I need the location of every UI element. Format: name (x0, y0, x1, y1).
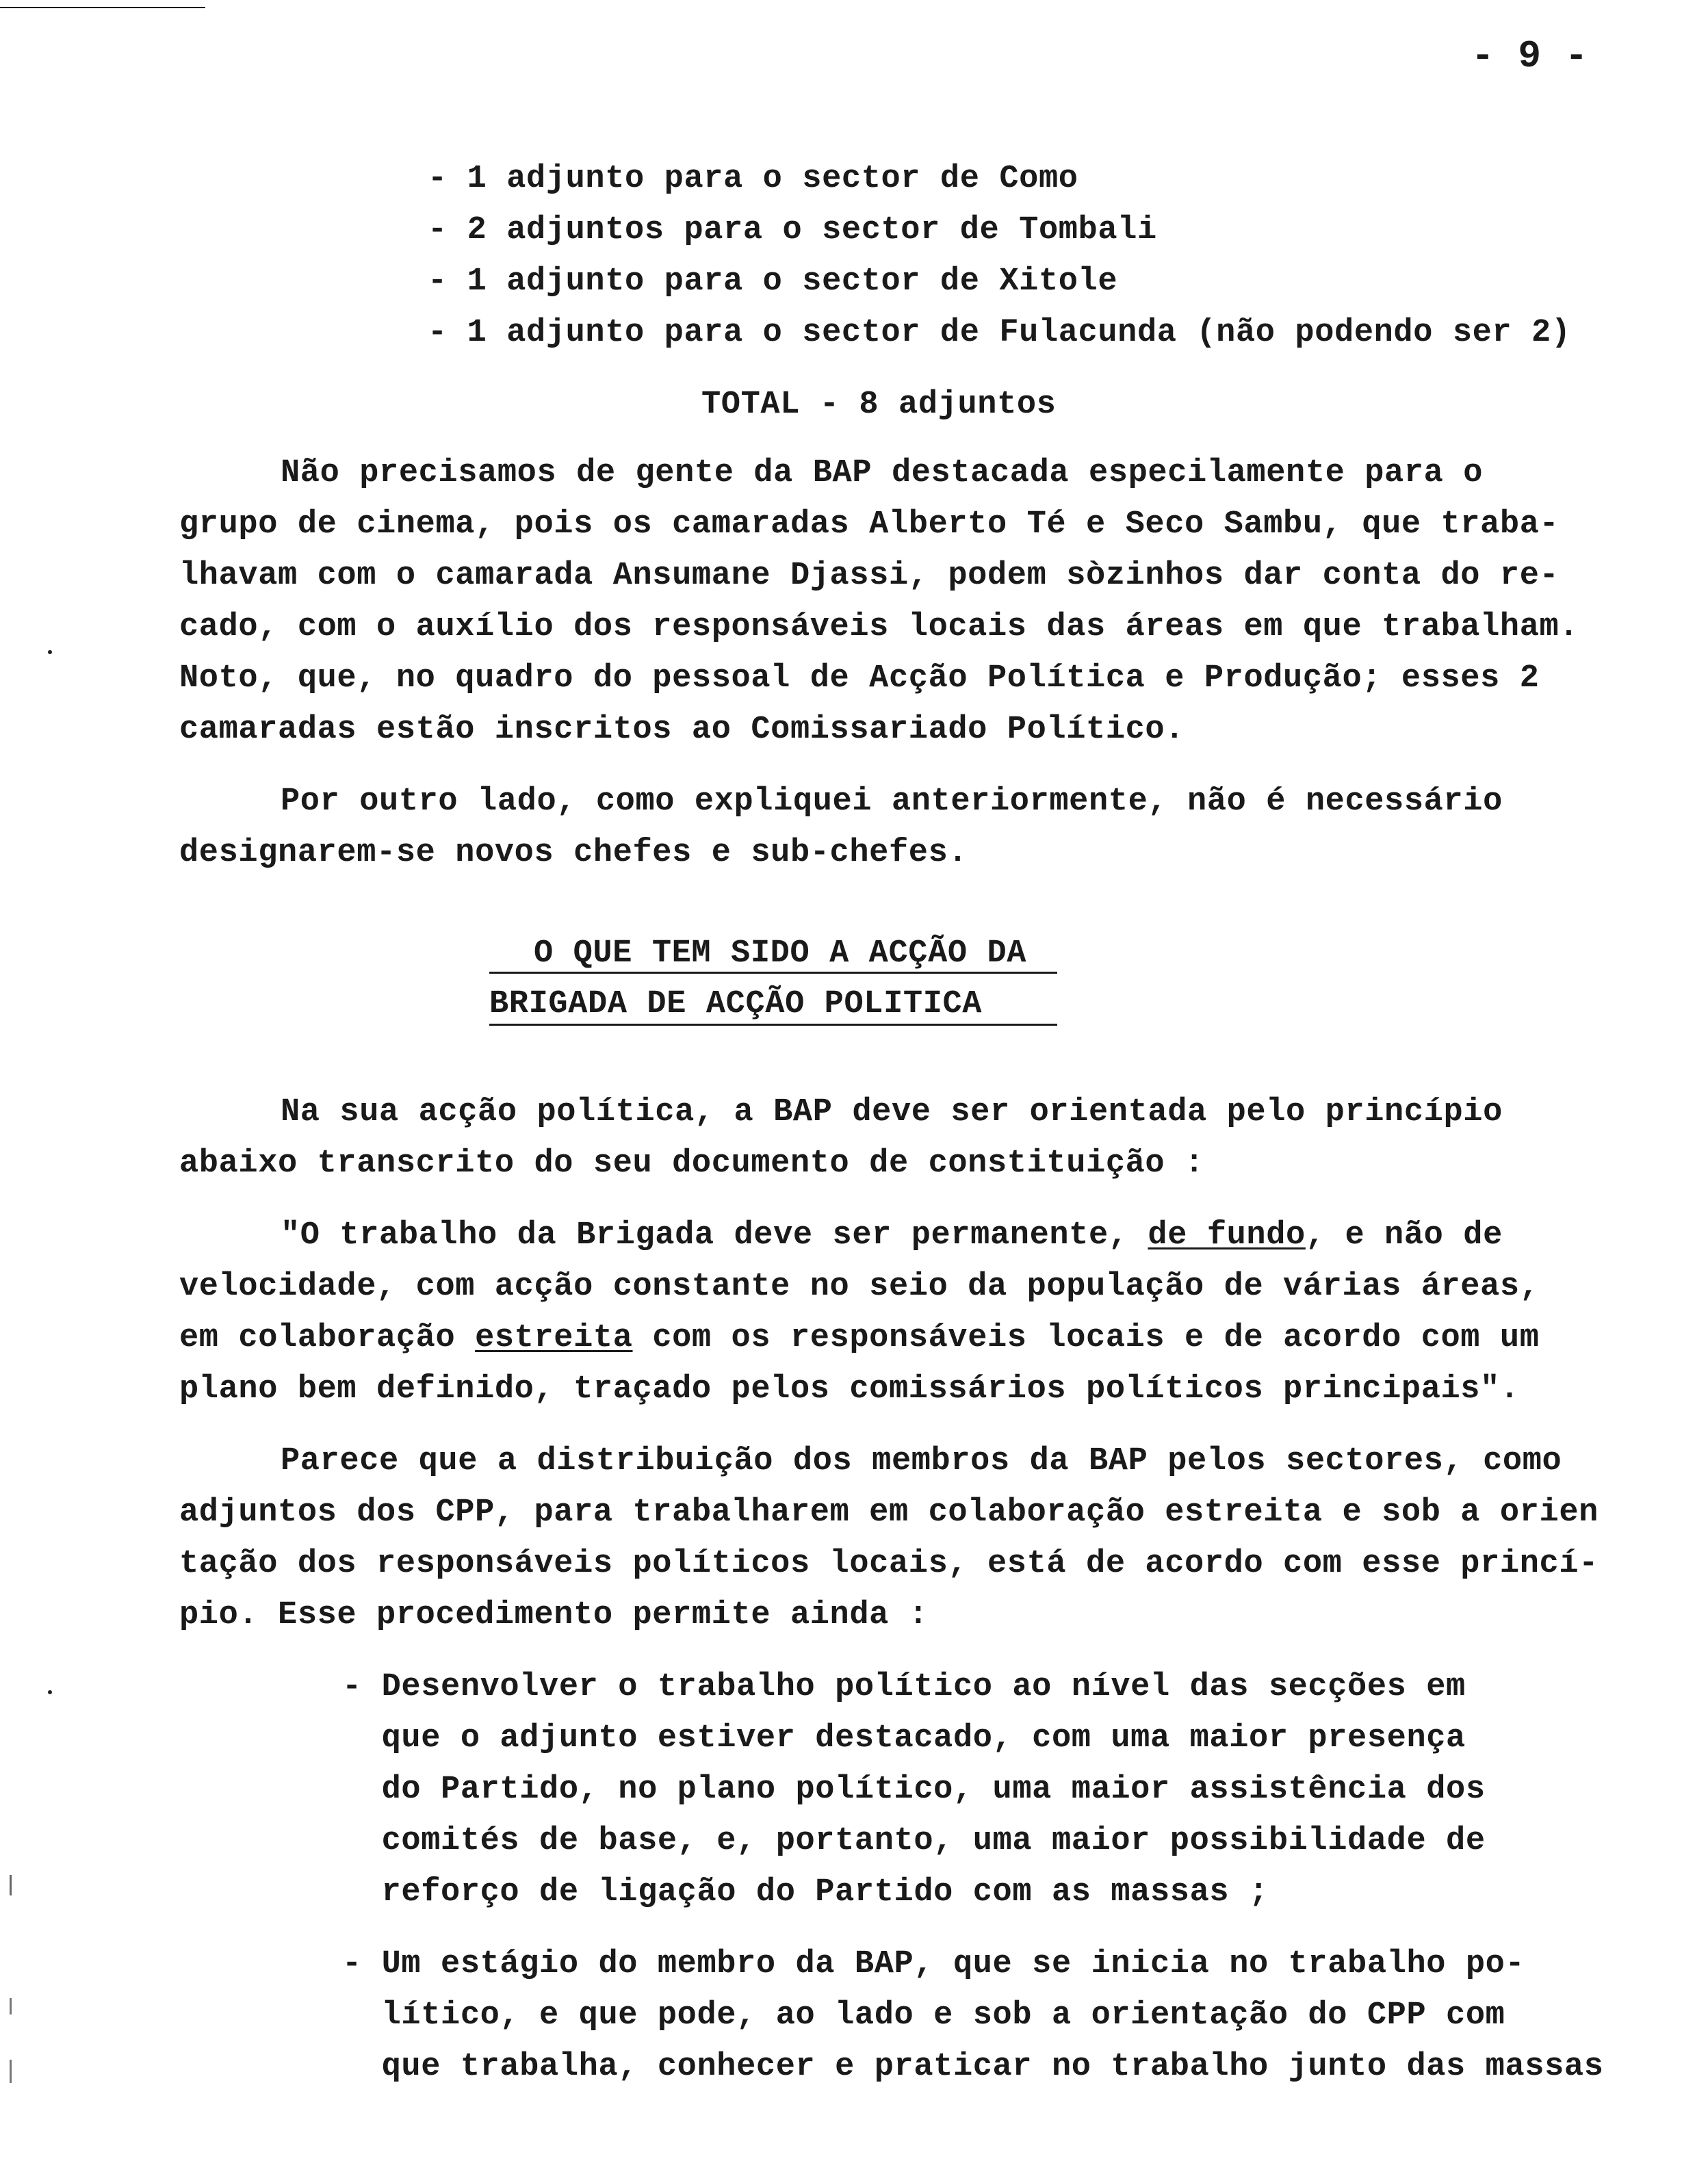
quote-line (179, 1318, 1540, 1359)
text-line: Parece que a distribuição dos membros da BAP pelos sectores, como (281, 1443, 1562, 1479)
bullet-line: - Desenvolver o trabalho político ao nível das secções em (342, 1669, 1466, 1705)
list-item: - 1 adjunto para o sector de Xitole (428, 263, 1118, 300)
quote-text: em colaboração (179, 1320, 476, 1356)
text-line: Por outro lado, como expliquei anteriormente, não é necessário (281, 783, 1503, 820)
text-line: adjuntos dos CPP, para trabalharem em colaboração estreita e sob a orien (179, 1494, 1599, 1531)
scan-speck (10, 1998, 12, 2015)
text-line: lhavam com o camarada Ansumane Djassi, podem sòzinhos dar conta do re- (179, 558, 1560, 594)
quote-text: com os responsáveis locais e de acordo com um (632, 1320, 1540, 1356)
text-line: grupo de cinema, pois os camaradas Alberto Té e Seco Sambu, que traba- (179, 506, 1560, 543)
bullet-line: que trabalha, conhecer e praticar no trabalho junto das massas (342, 2049, 1604, 2085)
text-line: Não precisamos de gente da BAP destacada especilamente para o (281, 455, 1484, 491)
quote-text: , e não de (1305, 1217, 1503, 1254)
top-edge-line (0, 7, 205, 8)
bullet-line: lítico, e que pode, ao lado e sob a orientação do CPP com (342, 1997, 1505, 2034)
bullet-line: do Partido, no plano político, uma maior assistência dos (342, 1772, 1486, 1808)
quote-text: "O trabalho da Brigada deve ser permanente, (281, 1217, 1148, 1254)
heading-line-1: O QUE TEM SIDO A ACÇÃO DA (534, 935, 1027, 972)
underlined-text: estreita (475, 1320, 633, 1356)
underlined-text: de fundo (1148, 1217, 1306, 1254)
scan-speck (10, 2060, 12, 2083)
text-line: tação dos responsáveis políticos locais, está de acordo com esse princí- (179, 1546, 1599, 1582)
scan-speck (48, 650, 52, 654)
quote-line: velocidade, com acção constante no seio da população de várias áreas, (179, 1269, 1540, 1305)
text-line: Noto, que, no quadro do pessoal de Acção Política e Produção; esses 2 (179, 660, 1540, 697)
list-item: - 1 adjunto para o sector de Como (428, 161, 1078, 197)
text-line: designarem-se novos chefes e sub-chefes. (179, 835, 968, 871)
heading-underline-2 (489, 1024, 1057, 1026)
text-line: camaradas estão inscritos ao Comissariado Político. (179, 712, 1185, 748)
heading-line-2: BRIGADA DE ACÇÃO POLITICA (489, 986, 983, 1022)
text-line: cado, com o auxílio dos responsáveis locais das áreas em que trabalham. (179, 609, 1579, 645)
quote-line: plano bem definido, traçado pelos comissários políticos principais". (179, 1371, 1520, 1408)
text-line: abaixo transcrito do seu documento de constituição : (179, 1145, 1204, 1182)
scan-speck (48, 1690, 52, 1694)
list-item: - 2 adjuntos para o sector de Tombali (428, 212, 1157, 248)
bullet-line: reforço de ligação do Partido com as massas ; (342, 1874, 1269, 1911)
scan-speck (10, 1875, 12, 1895)
page-number: - 9 - (1471, 34, 1589, 78)
text-line: pio. Esse procedimento permite ainda : (179, 1597, 929, 1633)
list-item: - 1 adjunto para o sector de Fulacunda (não podendo ser 2) (428, 315, 1571, 351)
bullet-line: que o adjunto estiver destacado, com uma maior presença (342, 1720, 1466, 1757)
heading-underline-1 (489, 972, 1057, 974)
bullet-line: comités de base, e, portanto, uma maior possibilidade de (342, 1823, 1486, 1859)
quote-line (281, 1215, 1503, 1256)
text-line: Na sua acção política, a BAP deve ser orientada pelo princípio (281, 1094, 1503, 1130)
total-line: TOTAL - 8 adjuntos (701, 387, 1057, 423)
bullet-line: - Um estágio do membro da BAP, que se inicia no trabalho po- (342, 1946, 1525, 1982)
